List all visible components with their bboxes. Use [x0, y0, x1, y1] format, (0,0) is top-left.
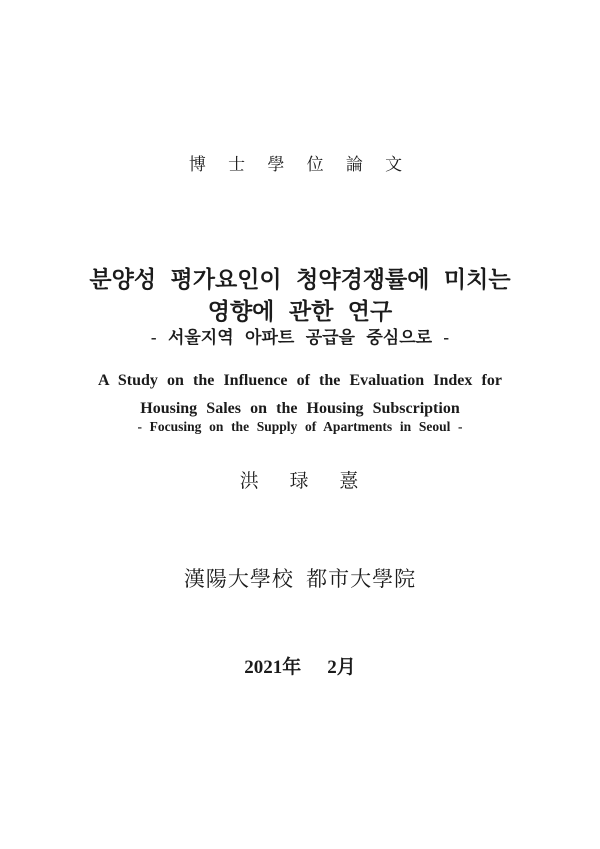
title-english-line2: Housing Sales on the Housing Subscription: [140, 400, 460, 417]
author-name: 洪 琭 憙: [239, 471, 361, 492]
title-korean-line1: 분양성 평가요인이 청약경쟁률에 미치는: [89, 267, 511, 292]
subtitle-korean: - 서울지역 아파트 공급을 중심으로 -: [150, 328, 450, 347]
publication-year: 2021年: [244, 657, 302, 678]
publication-date: [0, 652, 600, 679]
title-english: [0, 367, 600, 423]
title-korean-line2: 영향에 관한 연구: [207, 299, 393, 324]
institution-name: 漢陽大學校 都市大學院: [183, 567, 417, 591]
title-korean: [0, 264, 600, 328]
title-english-line1: A Study on the Influence of the Evaluation Index for: [98, 372, 502, 389]
subtitle-english: - Focusing on the Supply of Apartments in Seoul -: [137, 419, 463, 434]
doc-type-label: 博 士 學 位 論 文: [188, 155, 412, 174]
publication-month: 2月: [327, 657, 356, 678]
